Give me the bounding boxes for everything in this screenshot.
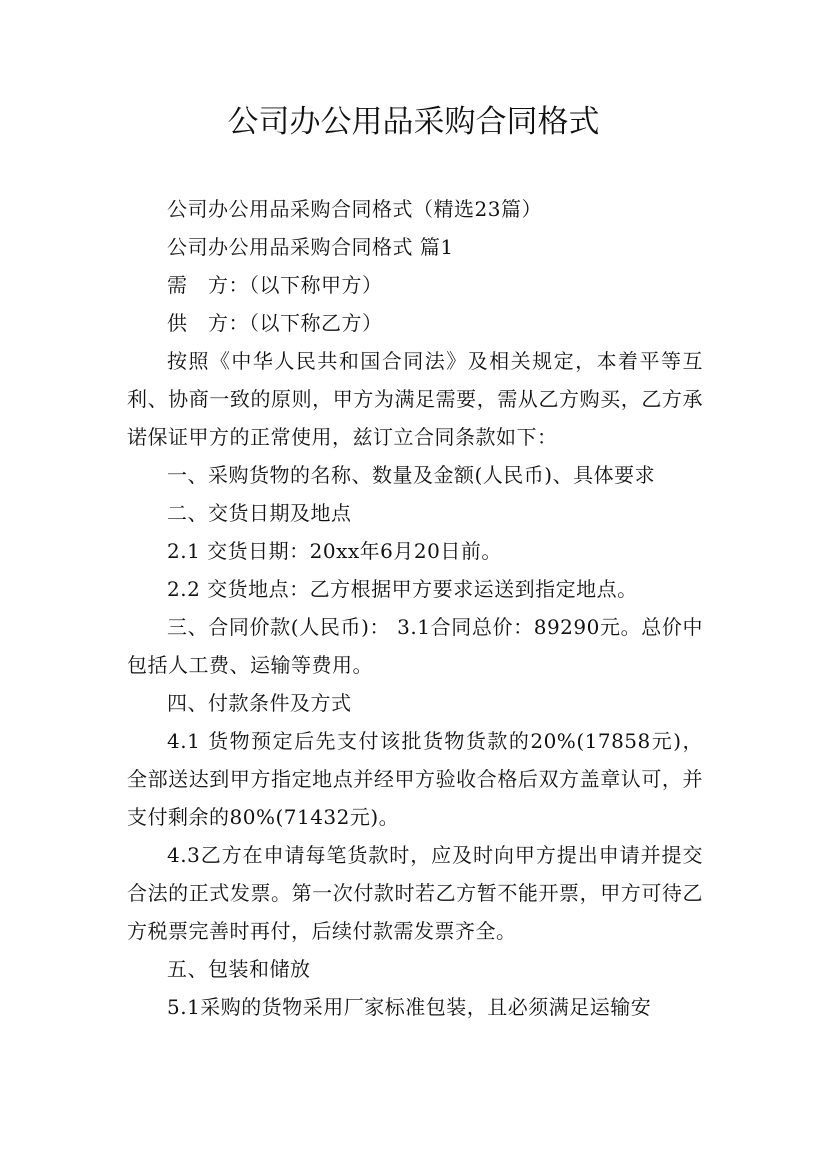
paragraph-supplier: 供 方：（以下称乙方）: [167, 311, 383, 335]
paragraph-heading-part1: 公司办公用品采购合同格式 篇1: [167, 235, 454, 259]
clause-packaging-5-1: 5.1采购的货物采用厂家标准包装，且必须满足运输安: [167, 995, 652, 1019]
clause-payment-4-3: 4.3乙方在申请每笔货款时，应及时向甲方提出申请并提交合法的正式发票。第一次付款时若乙方暂不能开票，甲方可待乙方税票完善时再付，后续付款需发票齐全。: [127, 843, 703, 943]
section-contract-price: 三、合同价款(人民币)： 3.1合同总价：89290元。总价中包括人工费、运输等费用。: [127, 615, 703, 677]
paragraph-preamble: 按照《中华人民共和国合同法》及相关规定，本着平等互利、协商一致的原则，甲方为满足需要，需从乙方购买，乙方承诺保证甲方的正常使用，兹订立合同条款如下：: [127, 349, 703, 449]
clause-delivery-place: 2.2 交货地点：乙方根据甲方要求运送到指定地点。: [167, 577, 638, 601]
section-heading-payment: 四、付款条件及方式: [167, 691, 352, 715]
paragraph-buyer: 需 方：（以下称甲方）: [167, 273, 383, 297]
document-title: 公司办公用品采购合同格式: [227, 104, 600, 140]
clause-payment-4-1: 4.1 货物预定后先支付该批货物货款的20%(17858元)，全部送达到甲方指定地点并经甲方验收合格后双方盖章认可，并支付剩余的80%(71432元)。: [127, 729, 703, 829]
clause-delivery-date: 2.1 交货日期：20xx年6月20日前。: [167, 539, 502, 563]
section-heading-delivery: 二、交货日期及地点: [167, 501, 352, 525]
section-heading-goods: 一、采购货物的名称、数量及金额(人民币)、具体要求: [167, 463, 656, 487]
section-heading-packaging: 五、包装和储放: [167, 957, 311, 981]
paragraph-intro: 公司办公用品采购合同格式（精选23篇）: [167, 197, 542, 221]
document-body: [127, 190, 703, 1026]
